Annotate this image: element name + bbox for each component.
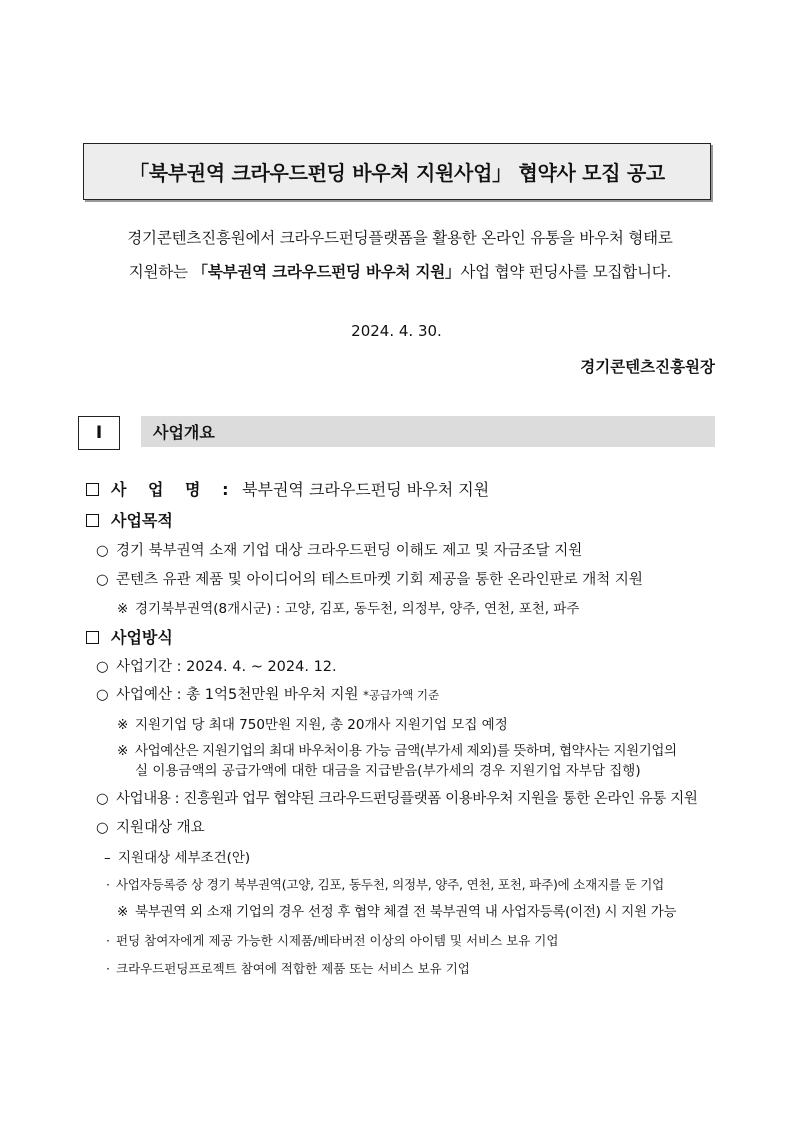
detail-item-1-note-text: 북부권역 외 소재 기업의 경우 선정 후 협약 체결 전 북부권역 내 사업자등록(이전) 시 지원 가능 [135,904,677,920]
checkbox-square-icon [86,483,99,496]
budget-note-2b-text: 실 이용금액의 공급가액에 대한 대금을 지급받음(부가세의 경우 지원기업 자부담 집행) [135,763,641,779]
intro-text-2-bold: 「북부권역 크라우드펀딩 바우처 지원」 [192,263,461,281]
period-text: 사업기간 : 2024. 4. ~ 2024. 12. [116,659,337,675]
budget-small-text: *공급가액 기준 [363,688,440,702]
section-title: 사업개요 [141,416,715,447]
dot-bullet-icon: · [106,933,110,948]
dash-bullet-icon: – [104,850,111,866]
purpose-heading-text: 사업목적 [111,511,173,530]
purpose-item-2-text: 콘텐츠 유관 제품 및 아이디어의 테스트마켓 기회 제공을 통한 온라인판로 개척 지원 [116,572,643,588]
notice-title-text: 「북부권역 크라우드펀딩 바우처 지원사업」 협약사 모집 공고 [129,161,665,185]
method-heading [86,625,173,648]
budget-note-2-cont [135,759,641,779]
detail-item-3 [106,959,470,977]
detail-item-1-text: 사업자등록증 상 경기 북부권역(고양, 김포, 동두천, 의정부, 양주, 연천, 포천, 파주)에 소재지를 둔 기업 [116,877,664,892]
circle-bullet-icon: ○ [96,543,109,559]
intro-text-2-post: 사업 협약 펀딩사를 모집합니다. [460,263,672,281]
checkbox-square-icon [86,514,99,527]
content-text: 사업내용 : 진흥원과 업무 협약된 크라우드펀딩플랫폼 이용바우처 지원을 통한 온라인 유통 지원 [116,791,698,807]
budget-note-2a-text: 사업예산은 지원기업의 최대 바우처이용 가능 금액(부가세 제외)를 뜻하며, 협약사는 지원기업의 [135,743,677,759]
intro-text-2-pre: 지원하는 [128,263,193,281]
notice-signer: 경기콘텐츠진흥원장 [580,358,715,376]
business-name-label: 사 업 명 : [111,480,237,499]
purpose-item-1-text: 경기 북부권역 소재 기업 대상 크라우드펀딩 이해도 제고 및 자금조달 지원 [116,543,583,559]
circle-bullet-icon: ○ [96,820,109,836]
circle-bullet-icon: ○ [96,659,109,675]
purpose-heading [86,508,173,531]
note-mark-icon: ※ [117,904,129,920]
purpose-note-text: 경기북부권역(8개시군) : 고양, 김포, 동두천, 의정부, 양주, 연천, 포천, 파주 [135,601,580,617]
purpose-item-1 [96,539,582,560]
section-number: Ⅰ [78,416,120,450]
budget-note-1 [117,713,508,733]
intro-text-1: 경기콘텐츠진흥원에서 크라우드펀딩플랫폼을 활용한 온라인 유통을 바우처 형태로 [127,229,673,247]
method-heading-text: 사업방식 [111,628,173,647]
period-item [96,655,337,676]
intro-line-1 [80,226,720,248]
notice-date: 2024. 4. 30. [351,322,442,340]
budget-note-2 [117,739,677,759]
target-text: 지원대상 개요 [116,820,205,836]
dot-bullet-icon: · [106,877,110,892]
checkbox-square-icon [86,631,99,644]
note-mark-icon: ※ [117,601,129,617]
circle-bullet-icon: ○ [96,791,109,807]
purpose-note [117,597,579,617]
detail-item-2-text: 펀딩 참여자에게 제공 가능한 시제품/베타버전 이상의 아이템 및 서비스 보유 기업 [116,933,559,948]
note-mark-icon: ※ [117,717,129,733]
budget-item [96,683,439,704]
dot-bullet-icon: · [106,961,110,976]
intro-line-2 [80,260,720,282]
detail-item-3-text: 크라우드펀딩프로젝트 참여에 적합한 제품 또는 서비스 보유 기업 [116,961,470,976]
notice-title [83,143,711,200]
detail-item-1-note [117,900,676,920]
detail-item-2 [106,931,558,949]
budget-text: 사업예산 : 총 1억5천만원 바우처 지원 [116,687,359,703]
business-name-row [86,477,489,500]
content-item [96,787,697,808]
business-name-value: 북부권역 크라우드펀딩 바우처 지원 [242,480,490,499]
detail-item-1 [106,875,664,893]
detail-heading-text: 지원대상 세부조건(안) [118,850,251,866]
purpose-item-2 [96,568,643,589]
note-mark-icon: ※ [117,743,128,759]
circle-bullet-icon: ○ [96,687,109,703]
detail-heading [104,846,250,866]
budget-note-1-text: 지원기업 당 최대 750만원 지원, 총 20개사 지원기업 모집 예정 [135,717,508,733]
target-item [96,816,205,837]
circle-bullet-icon: ○ [96,572,109,588]
